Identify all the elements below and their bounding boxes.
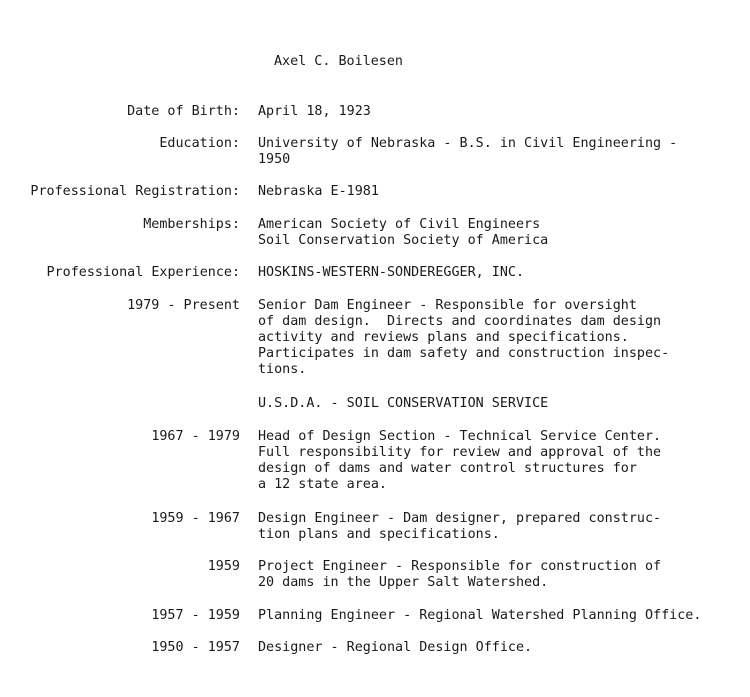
period-1959-1967: 1959 - 1967 xyxy=(151,511,240,526)
entry2-line-2: Full responsibility for review and approval of the xyxy=(258,445,662,460)
entry3-line-2: tion plans and specifications. xyxy=(258,527,500,542)
registration-value: Nebraska E-1981 xyxy=(258,184,379,199)
membership-line-1: American Society of Civil Engineers xyxy=(258,217,541,232)
entry4-line-1: Project Engineer - Responsible for construction of xyxy=(258,559,662,574)
period-1967-1979: 1967 - 1979 xyxy=(151,429,240,444)
period-1950-1957: 1950 - 1957 xyxy=(151,640,240,655)
period-1979-present: 1979 - Present xyxy=(127,298,240,313)
education-line-2: 1950 xyxy=(258,152,291,167)
entry1-line-4: Participates in dam safety and construction inspec- xyxy=(258,346,670,361)
entry2-line-3: design of dams and water control structures for xyxy=(258,461,637,476)
registration-label: Professional Registration: xyxy=(30,184,240,199)
employer-hws: HOSKINS-WESTERN-SONDEREGGER, INC. xyxy=(258,265,525,280)
entry4-line-2: 20 dams in the Upper Salt Watershed. xyxy=(258,575,549,590)
period-1957-1959: 1957 - 1959 xyxy=(151,608,240,623)
memberships-label: Memberships: xyxy=(143,217,240,232)
date-of-birth-value: April 18, 1923 xyxy=(258,104,371,119)
date-of-birth-label: Date of Birth: xyxy=(127,104,240,119)
entry6-line-1: Designer - Regional Design Office. xyxy=(258,640,533,655)
education-line-1: University of Nebraska - B.S. in Civil Engineering - xyxy=(258,136,678,151)
entry1-line-2: of dam design. Directs and coordinates dam design xyxy=(258,314,662,329)
membership-line-2: Soil Conservation Society of America xyxy=(258,233,549,248)
entry1-line-3: activity and reviews plans and specifications. xyxy=(258,330,629,345)
entry2-line-4: a 12 state area. xyxy=(258,477,387,492)
entry1-line-5: tions. xyxy=(258,362,307,377)
entry5-line-1: Planning Engineer - Regional Watershed Planning Office. xyxy=(258,608,702,623)
entry2-line-1: Head of Design Section - Technical Service Center. xyxy=(258,429,662,444)
education-label: Education: xyxy=(159,136,240,151)
experience-label: Professional Experience: xyxy=(46,265,240,280)
person-name: Axel C. Boilesen xyxy=(274,54,403,69)
employer-usda: U.S.D.A. - SOIL CONSERVATION SERVICE xyxy=(258,396,549,411)
period-1959: 1959 xyxy=(207,559,240,574)
entry3-line-1: Design Engineer - Dam designer, prepared construc- xyxy=(258,511,662,526)
entry1-line-1: Senior Dam Engineer - Responsible for oversight xyxy=(258,298,637,313)
